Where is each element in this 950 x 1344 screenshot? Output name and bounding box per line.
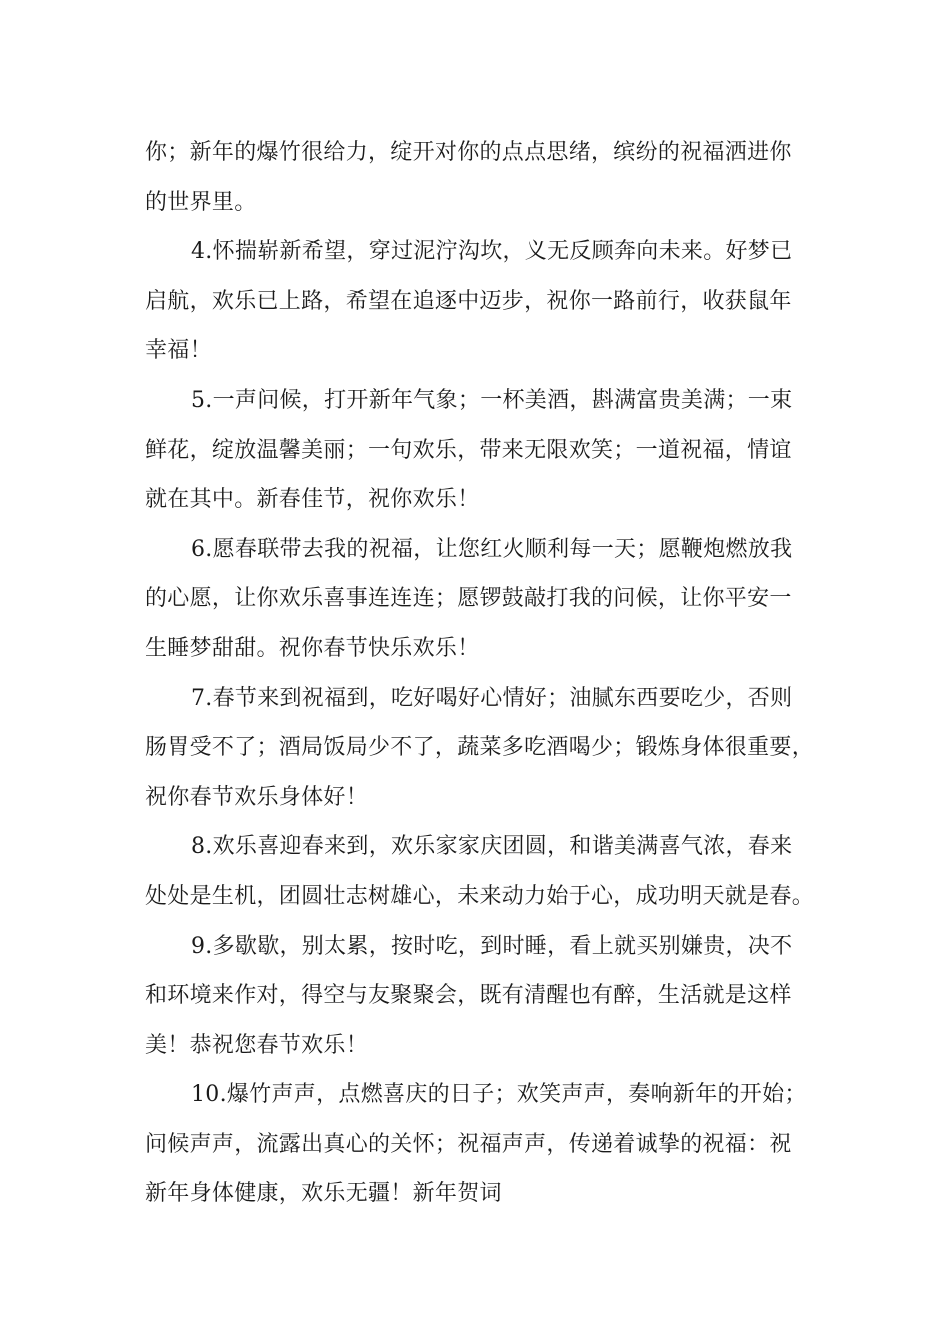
text-line: 和环境来作对，得空与友聚聚会，既有清醒也有醉，生活就是这样: [145, 983, 792, 1009]
text-line: 问候声声，流露出真心的关怀；祝福声声，传递着诚挚的祝福：祝: [145, 1131, 792, 1157]
text-line: 7.春节来到祝福到，吃好喝好心情好；油腻东西要吃少，否则: [191, 685, 793, 711]
paragraph-8: [145, 822, 825, 921]
text-line: 祝你春节欢乐身体好！: [145, 784, 369, 810]
text-line: 5.一声问候，打开新年气象；一杯美酒，斟满富贵美满；一束: [191, 387, 793, 413]
paragraph-7: [145, 674, 825, 823]
text-line: 启航，欢乐已上路，希望在追逐中迈步，祝你一路前行，收获鼠年: [145, 288, 792, 314]
paragraph-6: [145, 525, 825, 674]
paragraph-5: [145, 376, 825, 525]
text-line: 的世界里。: [145, 189, 257, 215]
document-body: [145, 128, 825, 1219]
text-line: 8.欢乐喜迎春来到，欢乐家家庆团圆，和谐美满喜气浓，春来: [191, 834, 793, 860]
text-line: 你；新年的爆竹很给力，绽开对你的点点思绪，缤纷的祝福洒进你: [145, 140, 792, 165]
text-line: 处处是生机，团圆壮志树雄心，未来动力始于心，成功明天就是春。: [145, 883, 815, 909]
paragraph-continuation: [145, 128, 825, 227]
text-line: 4.怀揣崭新希望，穿过泥泞沟坎，义无反顾奔向未来。好梦已: [191, 239, 793, 265]
text-line: 新年身体健康，欢乐无疆！新年贺词: [145, 1181, 502, 1207]
text-line: 肠胃受不了；酒局饭局少不了，蔬菜多吃酒喝少；锻炼身体很重要，: [145, 735, 815, 761]
text-line: 幸福！: [145, 338, 212, 364]
text-line: 美！恭祝您春节欢乐！: [145, 1032, 369, 1058]
text-line: 10.爆竹声声，点燃喜庆的日子；欢笑声声，奏响新年的开始；: [191, 1082, 807, 1108]
paragraph-9: [145, 922, 825, 1071]
text-line: 6.愿春联带去我的祝福，让您红火顺利每一天；愿鞭炮燃放我: [191, 536, 793, 562]
text-line: 就在其中。新春佳节，祝你欢乐！: [145, 487, 480, 513]
text-line: 生睡梦甜甜。祝你春节快乐欢乐！: [145, 635, 480, 661]
text-line: 9.多歇歇，别太累，按时吃，到时睡，看上就买别嫌贵，决不: [191, 933, 793, 959]
text-line: 的心愿，让你欢乐喜事连连连；愿锣鼓敲打我的问候，让你平安一: [145, 586, 792, 612]
text-line: 鲜花，绽放温馨美丽；一句欢乐，带来无限欢笑；一道祝福，情谊: [145, 437, 792, 463]
paragraph-4: [145, 227, 825, 376]
paragraph-10: [145, 1070, 825, 1219]
